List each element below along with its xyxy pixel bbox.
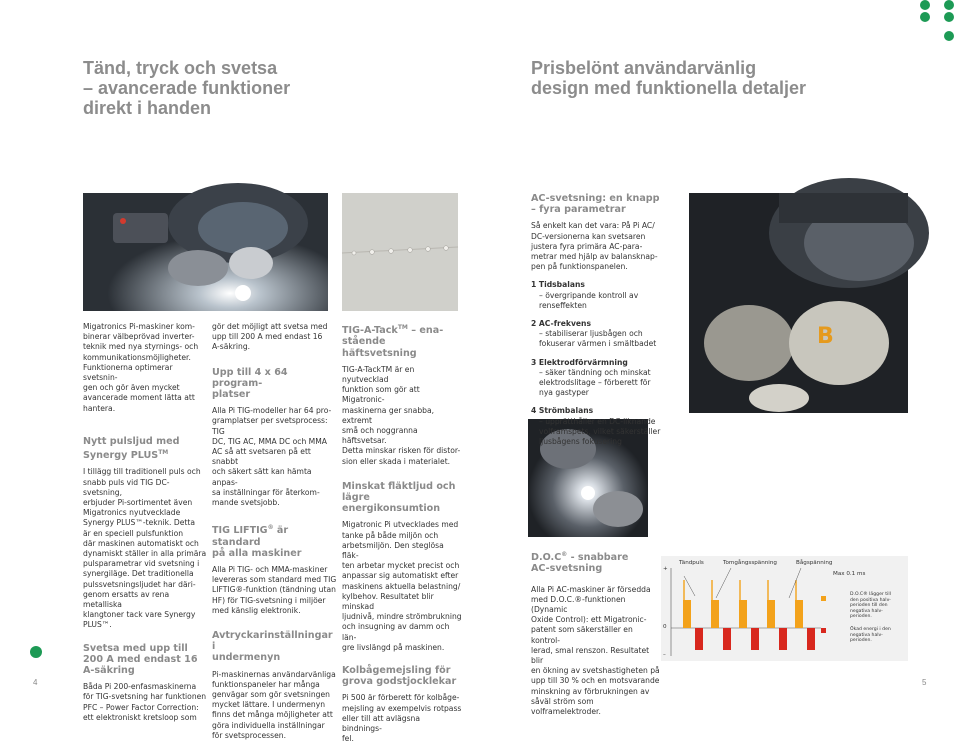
diagram-label-tomgang: Tomgångsspänning — [723, 560, 777, 566]
column-4 — [531, 193, 681, 447]
diagram-axis-zero: 0 — [663, 624, 667, 630]
dot-logo-3 — [920, 12, 930, 22]
col3-tack-text: TIG-A-TackTM är en nyutvecklad funktion som gör att Migatronic- maskinerna ger snabba, extremt små och noggranna häftsvetsar. Detta minskar risken för distor- sion eller skada i materialet. — [342, 364, 461, 466]
waveform-negative-half — [751, 628, 759, 650]
pointer-tandpuls — [684, 576, 695, 596]
col3-fan-text: Migatronic Pi utvecklades med tanke på både miljön och arbetsmiljön. Den steglösa fläk- ten arbetar mycket precist och anpassar sig automatiskt efter maskinens aktuella belastning/ kylbehov. Resultatet blir minskad ljudnivå, mindre strömbrukning och insugning av damm och län- gre livslängd på maskinen. — [342, 520, 462, 652]
diagram-waveform — [683, 580, 815, 650]
ac-parameter-item — [531, 319, 681, 350]
page-number-left: 4 — [33, 678, 38, 687]
column-2 — [212, 322, 337, 741]
ac-parameter-text: – övergripande kontroll av renseffekten — [539, 290, 639, 310]
col2-continuation: gör det möjligt att svetsa med upp till 200 A med endast 16 A-säkring. — [212, 322, 328, 352]
col2-heading-liftig: TIG LIFTIG® är standard på alla maskiner — [212, 524, 302, 559]
doc-heading: D.O.C® - snabbare AC-svetsning — [531, 551, 629, 575]
pointer-tomgang — [716, 568, 731, 598]
doc-diagram — [661, 556, 908, 661]
diagram-axis-plus: + — [663, 566, 668, 572]
diagram-axis-minus: – — [663, 652, 666, 658]
photo-weld-seam — [342, 193, 458, 311]
ac-parameter-title: 3 Elektrodförvärmning — [531, 357, 628, 367]
col3-gouging-text: Pi 500 är förberett för kolbåge- mejsling av exempelvis rotpass eller till att avlägsna bindnings- fel. — [342, 693, 462, 744]
waveform-positive-half — [767, 600, 775, 628]
col1-heading-pulse: Nytt pulsljud med Synergy PLUS™ — [83, 435, 180, 462]
waveform-negative-half — [723, 628, 731, 650]
dot-logo-4 — [944, 12, 954, 22]
svg-text:B: B — [817, 324, 834, 349]
doc-text: Alla Pi AC-maskiner är försedda med D.O.C.®-funktionen (Dynamic Oxide Control): ett Migatronic- patent som säkerställer en kontrol- lerad, smal renszon. Resultatet blir en ökning av svetshastigheten på upp till 30 % och en motsvarande minskning av förbrukningen av såväl ström som volframelektroder. — [531, 584, 660, 717]
diagram-label-bagspanning: Bågspänning — [796, 560, 833, 566]
ac-parameter-text: – stabiliserar ljusbågen och fokuserar värmen i smältbadet — [539, 329, 657, 349]
waveform-negative-half — [695, 628, 703, 650]
col4-heading-ac: AC-svetsning: en knapp – fyra parametrar — [531, 193, 660, 216]
legend-swatch-orange — [821, 596, 826, 601]
waveform-negative-half — [807, 628, 815, 650]
col1-intro: Migatronics Pi-maskiner kom- binerar välbeprövad inverter- teknik med nya styrnings- och kommunikationsmöjligheter. Funktionerna optimerar svetsnin- gen och gör även mycket avancerade moment lätta att hantera. — [83, 322, 199, 413]
col2-liftig-text: Alla Pi TIG- och MMA-maskiner levereras som standard med TIG LIFTIG®-funktion (tändning utan HF) för TIG-svetsning i miljöer med känslig elektronik. — [212, 565, 337, 615]
ac-parameter-title: 1 Tidsbalans — [531, 280, 585, 290]
col4-ac-text: Så enkelt kan det vara: På Pi AC/ DC-versionerna kan svetsaren justera fyra primära AC-para- metrar med hjälp av balansknap- pen på funktionspanelen. — [531, 221, 658, 272]
col1-pulse-text: I tillägg till traditionell puls och snabb puls vid TIG DC-svetsning, erbjuder Pi-sortimentet även Migatronics nyutvecklade Synergy PLUS™-teknik. Detta är en speciell pulsfunktion där maskinen automatiskt och dynamiskt ställer in alla primära pulsparametrar vid svetsning i synergiläge. Det traditionella pulssvetsningsljudet har däri- genom ersatts av rena metalliska klangtoner tack vare Synergy PLUS™. — [83, 467, 207, 630]
ac-parameter-item — [531, 406, 681, 447]
photo-welder-helmet — [83, 193, 328, 311]
col2-programs-text: Alla Pi TIG-modeller har 64 pro- gramplatser per svetsprocess: TIG DC, TIG AC, MMA DC och MMA AC så att svetsaren på ett snabbt och säkert sätt kan hämta anpas- sa inställningar för återkom- mande svetsjobb. — [212, 406, 332, 508]
diagram-label-max: Max 0.1 ms — [833, 571, 866, 577]
waveform-positive-half — [711, 600, 719, 628]
left-page-title: Tänd, tryck och svetsa – avancerade funktioner direkt i handen — [83, 58, 291, 118]
page-number-right: 5 — [922, 678, 927, 687]
legend-swatch-red — [821, 628, 826, 633]
diagram-label-tandpuls: Tändpuls — [679, 560, 704, 566]
col2-trigger-text: Pi-maskinernas användarvänliga funktionspaneler har många genvägar som gör svetsningen mycket lättare. I undermenyn finns det många möjligheter att göra individuella inställningar för svetsprocessen. — [212, 669, 336, 740]
col1-heading-200a: Svetsa med upp till 200 A med endast 16 A-säkring — [83, 642, 198, 677]
doc-section — [531, 549, 661, 717]
waveform-negative-half — [779, 628, 787, 650]
ac-parameter-item — [531, 358, 681, 399]
waveform-positive-half — [795, 600, 803, 628]
right-page-title: Prisbelönt användarvänlig design med funktionella detaljer — [531, 58, 807, 98]
pointer-bagspanning — [789, 568, 801, 598]
dot-page-marker — [30, 646, 42, 658]
col3-heading-gouging: Kolbågemejsling för grova godstjocklekar — [342, 665, 457, 688]
diagram-legend-orange: D.O.C® lägger till den positiva halv- perioden till den negativa halv- perioden. — [850, 592, 891, 620]
col2-heading-trigger: Avtryckarinställningar i undermenyn — [212, 630, 333, 664]
column-1 — [83, 322, 208, 723]
dot-logo-1 — [920, 0, 930, 10]
col2-heading-programs: Upp till 4 x 64 program- platser — [212, 366, 288, 401]
waveform-positive-half — [683, 600, 691, 628]
ac-parameter-title: 2 AC-frekvens — [531, 319, 591, 329]
col3-heading-fan: Minskat fläktljud och lägre energikonsumtion — [342, 480, 456, 515]
col3-heading-tack: TIG-A-Tack™ – ena- stående häftsvetsning — [342, 324, 444, 359]
ac-parameter-text: – säker tändning och minskat elektrodslitage – förberett för nya gastyper — [539, 367, 651, 398]
ac-parameter-title: 4 Strömbalans — [531, 406, 594, 416]
dot-logo-5 — [944, 31, 954, 41]
waveform-positive-half — [739, 600, 747, 628]
ac-parameter-text: – upprätthåller en DC-liknande volframspets, vilket säkerställer ljusbågens fokusering — [539, 416, 661, 447]
ac-parameter-item — [531, 280, 681, 311]
column-3 — [342, 322, 462, 745]
col1-200a-text: Båda Pi 200-enfasmaskinerna för TIG-svetsning har funktionen PFC – Power Factor Correction: ett elektroniskt kretsloop som — [83, 682, 207, 722]
photo-welder-gloves — [689, 193, 908, 413]
dot-logo-2 — [944, 0, 954, 10]
diagram-legend-red: Ökad energi i den negativa halv- perioden. — [850, 627, 891, 644]
ac-parameter-list — [531, 280, 681, 447]
